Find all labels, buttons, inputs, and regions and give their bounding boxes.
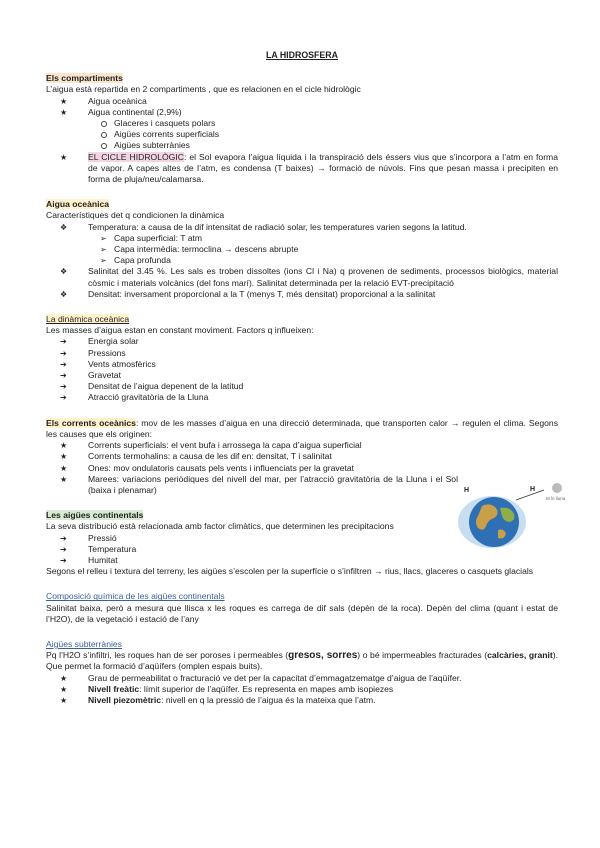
arrow-icon: ➔ [60,359,67,369]
arrow-icon: ➔ [60,371,67,381]
list-item: ★ Corrents termohalins: a causa de les dif en: densitat, T i salinitat [60,451,332,462]
list-item: ➔ Atracció gravitatòria de la Lluna [60,392,209,403]
list-item: ❖ Densitat: inversament proporcional a la T (menys T, més densitat) proporcional a la salinitat [60,288,436,299]
list-item: ★ Ones: mov ondulatoris causats pels vents i influenciats per la gravetat [60,462,355,473]
list-item: ➔ Temperatura [60,543,137,554]
document-content [46,50,558,706]
star-icon: ★ [60,96,68,106]
list-item: ❖ Temperatura: a causa de la dif intensitat de radiació solar, les temperatures varien segons la latitud. [60,221,467,232]
composicio-text: Salinitat baixa, però a mesura que llisca x les roques es carrega de dif sals (depèn de la roca). Depèn del clima (quant i estat de l’H2O), de la vegetació i estació de l’any [46,602,558,624]
arrow-icon: ➔ [60,533,67,543]
arrow-icon: ➔ [60,348,67,358]
oceanica-intro: Característiques det q condicionen la dinàmica [46,210,225,221]
list-item: ➔ Gravetat [60,370,121,381]
list-item: Aigües corrents superficials [46,129,558,140]
star-icon: ★ [60,474,68,484]
list-item: ★ Corrents superficials: el vent bufa i arrossega la capa d’aigua superficial [60,440,362,451]
list-item: ➢ Capa intermèdia: termoclina → descens abrupte [100,244,299,255]
heading-dinamica: La dinàmica oceànica [46,314,130,325]
circle-bullet-icon [101,143,107,149]
list-item: ★ Nivell piezomètric: nivell en q la pressió de l’aigua és la mateixa que l’atm. [60,694,376,705]
diamond-icon: ❖ [60,267,68,277]
star-icon: ★ [60,452,68,462]
list-item: ➢ Capa profunda [100,255,171,266]
star-icon: ★ [60,107,68,117]
continentals-outro: Segons el relleu i textura del terreny, les aigües s’escolen per la superfície o s’infiltren → rius, llacs, glaceres o casquets glacials [46,566,534,577]
heading-subterranies: Aigües subterrànies [46,638,122,649]
label-moon: M ln lluna [546,496,566,501]
list-item: ❖ Salinitat del 3.45 %. Les sals es troben dissoltes (ions Cl i Na) q provenen de sediments, processos biològics, material còsmic i materials volcànics (del fons marí). Salinitat determinada per la relació EVT-precipitació [60,266,558,288]
list-item: ➔ Pressions [60,347,126,358]
moon-icon [552,483,562,493]
star-icon: ★ [60,441,68,451]
list-item: Aigües subterrànies [46,140,558,151]
list-item: ➢ Capa superficial: T atm [100,232,203,243]
cicle-label: EL CICLE HIDROLÒGIC [88,151,184,162]
tides-diagram [452,478,572,558]
section-corrents: Els corrents oceànics: mov de les masses d’aigua en una direcció determinada, que transporten calor → regulen el clima. Segons les causes que els originen: ★ Corrents superficials: el vent bufa i arrossega la capa d’aigua superficial ★ Corrents termohalins: a causa de les dif en: densitat, T i salinitat ★ Ones: mov ondulatoris causats pels vents i influenciats per la gravetat ★ Marees: variacions periòdiques del nivell del mar, per l’atracció gravitatòria de la Lluna i el Sol (baixa i plenamar) [46,417,558,495]
section-oceanica [46,199,558,300]
heading-oceanica: Aigua oceànica [46,199,110,210]
arrowhead-icon: ➢ [100,245,107,255]
arrowhead-icon: ➢ [100,233,107,243]
diamond-icon: ❖ [60,222,68,232]
page-title: LA HIDROSFERA [265,50,338,60]
arrowhead-icon: ➢ [100,256,107,266]
section-dinamica [46,314,558,404]
list-item: ➔ Vents atmosfèrics [60,358,156,369]
tides-diagram-svg [452,478,572,558]
corrents-label: Els corrents oceànics [46,417,136,428]
list-item: ➔ Energia solar [60,336,139,347]
list-item: ★ Aigua oceànica [60,95,147,106]
arrow-icon: ➔ [60,337,67,347]
subterranies-text: Pq l’H2O s’infiltri, les roques han de ser poroses i permeables (gresos, sorres) o bé impermeables fracturades (calcàries, granit). Que permet la formació d’aqüífers (omplen espais buits). [46,650,558,672]
star-icon: ★ [60,463,68,473]
section-composicio [46,591,558,625]
circle-bullet-icon [101,132,107,138]
section-compartiments [46,73,558,185]
diamond-icon: ❖ [60,289,68,299]
list-item: ★ Aigua continental (2,9%) [60,106,182,117]
heading-composicio: Composició química de les aigües continentals [46,591,225,602]
list-item: ➔ Humitat [60,554,118,565]
list-item: Glaceres i casquets polars [46,118,558,129]
list-item: ★ Marees: variacions periòdiques del nivell del mar, per l’atracció gravitatòria de la Lluna i el Sol (baixa i plenamar) [60,473,458,495]
list-item: ➔ Pressió [60,532,117,543]
list-item: ★ Nivell freàtic: límit superior de l’aqüífer. Es representa en mapes amb isopiezes [60,683,394,694]
star-icon: ★ [60,695,68,705]
compartiments-intro: L’aigua està repartida en 2 compartiments , que es relacionen en el cicle hidrològic [46,84,361,95]
dinamica-intro: Les masses d’aigua estan en constant moviment. Factors q influeixen: [46,325,314,336]
star-icon: ★ [60,673,68,683]
arrow-icon: ➔ [60,382,67,392]
arrow-icon: ➔ [60,555,67,565]
arrow-icon: ➔ [60,544,67,554]
heading-continentals: Les aigües continentals [46,510,144,521]
star-icon: ★ [60,152,68,162]
list-item: ➔ Densitat de l’aigua depenent de la latitud [60,381,244,392]
circle-bullet-icon [101,121,107,127]
label-h-right: H [530,486,536,493]
heading-compartiments: Els compartiments [46,73,123,84]
arrow-icon: ➔ [60,393,67,403]
list-item: ★ Grau de permeabilitat o fracturació ve det per la capacitat d’emmagatzematge d’aigua de l’aqüífer. [60,672,462,683]
section-subterranies [46,639,558,706]
list-item: ★ EL CICLE HIDROLÒGIC: el Sol evapora l’aigua líquida i la transpiració dels éssers vius que s’incorpora a l’atm en forma de vapor. A capes altes de l’atm, es condensa (T baixes) → formació de núvols. Fins que pesan massa i precipiten en forma de pluja/neu/calamarsa. [60,151,558,185]
continentals-intro: La seva distribució està relacionada amb factor climàtics, que determinen les precipitacions [46,521,394,532]
label-h-left: H [464,487,470,494]
star-icon: ★ [60,684,68,694]
